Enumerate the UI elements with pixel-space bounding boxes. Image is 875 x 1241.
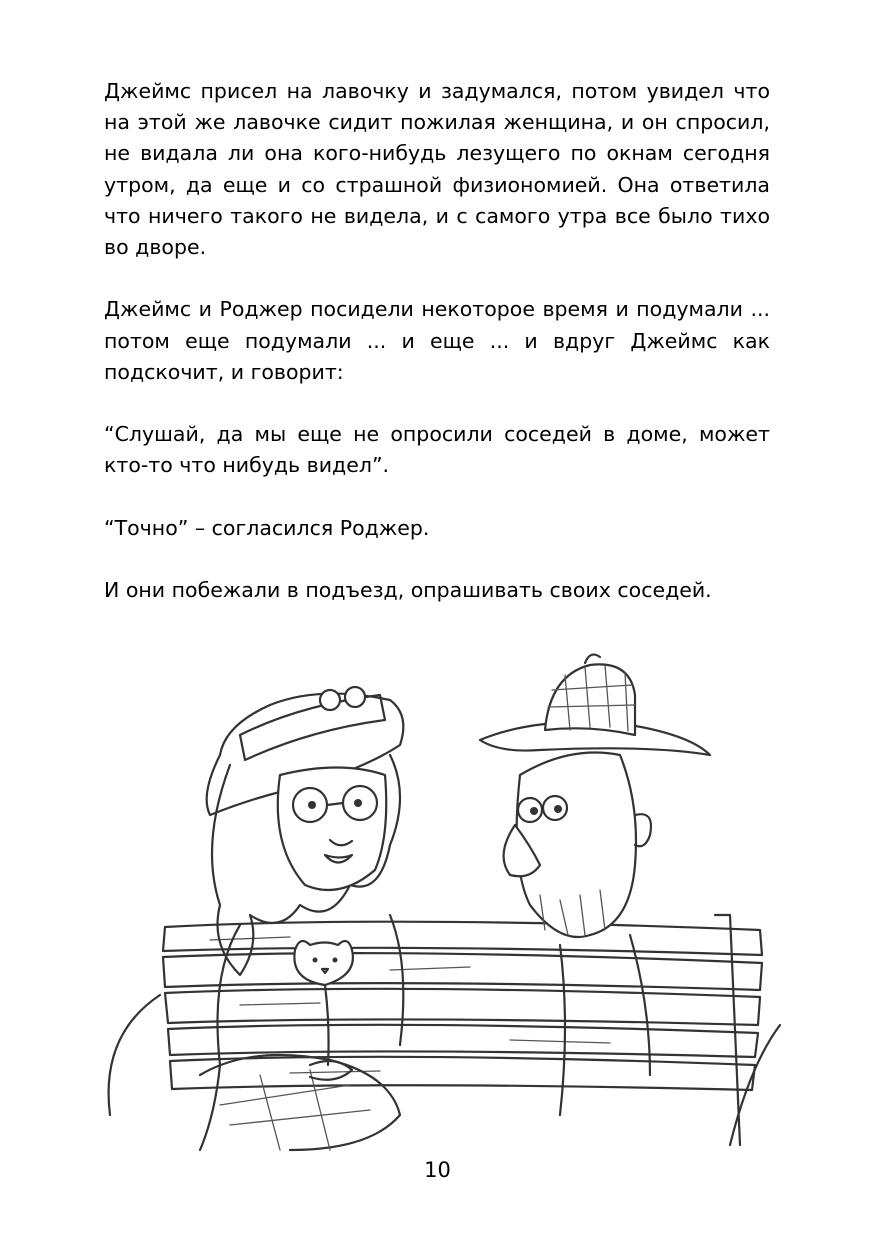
paragraph-1: Джеймс присел на лавочку и задумался, потом увидел что на этой же лавочке сидит пожилая женщина, и он спросил, не видала ли она кого-нибудь лезущего по окнам сегодня утром, да еще и со страшной физиономией. Она ответила что ничего такого не видела, и с самого утра все было тихо во дворе. bbox=[104, 79, 770, 260]
man-figure-icon bbox=[480, 655, 710, 1115]
story-text bbox=[104, 76, 770, 638]
paragraph-5: И они побежали в подъезд, опрашивать своих соседей. bbox=[104, 578, 712, 603]
page-number: 10 bbox=[424, 1158, 451, 1182]
paragraph-2: Джеймс и Роджер посидели некоторое время и подумали ... потом еще подумали ... и еще ... и вдруг Джеймс как подскочит, и говорит: bbox=[104, 297, 770, 384]
paragraph-3: “Слушай, да мы еще не опросили соседей в доме, может кто-то что нибудь видел”. bbox=[104, 422, 770, 478]
paragraph-4: “Точно” – согласился Роджер. bbox=[104, 515, 430, 540]
bench-back-icon bbox=[109, 915, 780, 1145]
woman-figure-icon bbox=[200, 687, 403, 1150]
illustration-bench-scene bbox=[90, 645, 790, 1155]
